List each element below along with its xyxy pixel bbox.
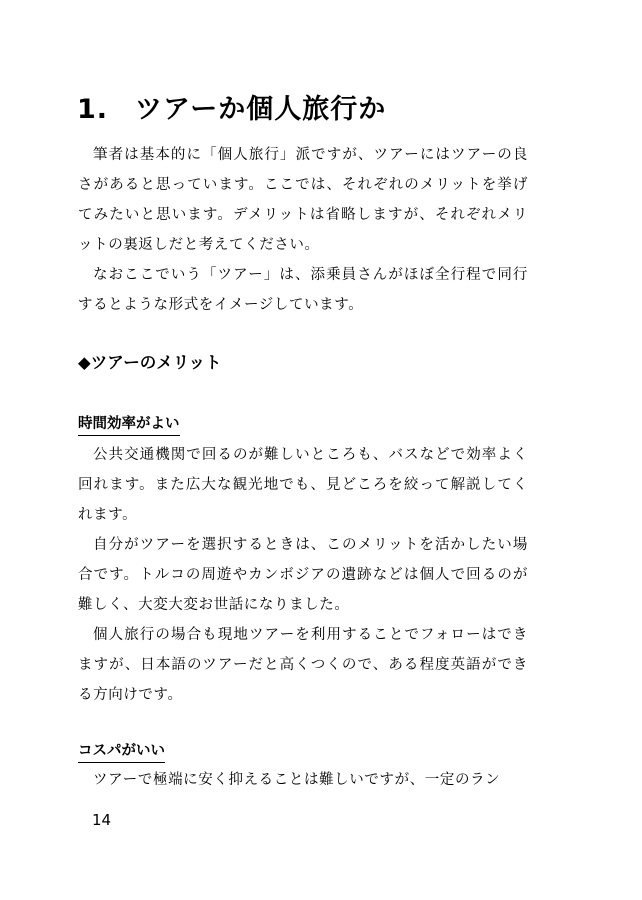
merit-heading-time-efficiency: 時間効率がよい (78, 414, 180, 436)
merit1-paragraph-2: 自分がツアーを選択するときは、このメリットを活かしたい場合です。トルコの周遊やカンボジアの遺跡などは個人で回るのが難しく、大変大変お世話になりました。 (78, 537, 528, 613)
page-number: 14 (92, 811, 112, 829)
section-heading: ◆ツアーのメリット (78, 353, 222, 372)
merit1-paragraph-1: 公共交通機関で回るのが難しいところも、バスなどで効率よく回れます。また広大な観光地でも、見どころを絞って解説してくれます。 (78, 447, 528, 523)
chapter-title-text: ツアーか個人旅行か (135, 94, 387, 125)
intro-paragraph-1: 筆者は基本的に「個人旅行」派ですが、ツアーにはツアーの良さがあると思っています。ここでは、それぞれのメリットを挙げてみたいと思います。デメリットは省略しますが、それぞれメリットの裏返しだと考えてください。 (78, 147, 528, 253)
merit1-paragraph-3: 個人旅行の場合も現地ツアーを利用することでフォローはできますが、日本語のツアーだと高くつくので、ある程度英語ができる方向けです。 (78, 627, 528, 703)
merit2-paragraph-1: ツアーで極端に安く抑えることは難しいですが、一定のラン (93, 772, 501, 788)
merit-heading-cost-performance: コスパがいい (78, 741, 165, 763)
chapter-number: 1. (77, 94, 109, 125)
chapter-title (77, 90, 386, 130)
intro-paragraph-2: なおここでいう「ツアー」は、添乗員さんがほぼ全行程で同行するとような形式をイメージしています。 (78, 267, 528, 313)
